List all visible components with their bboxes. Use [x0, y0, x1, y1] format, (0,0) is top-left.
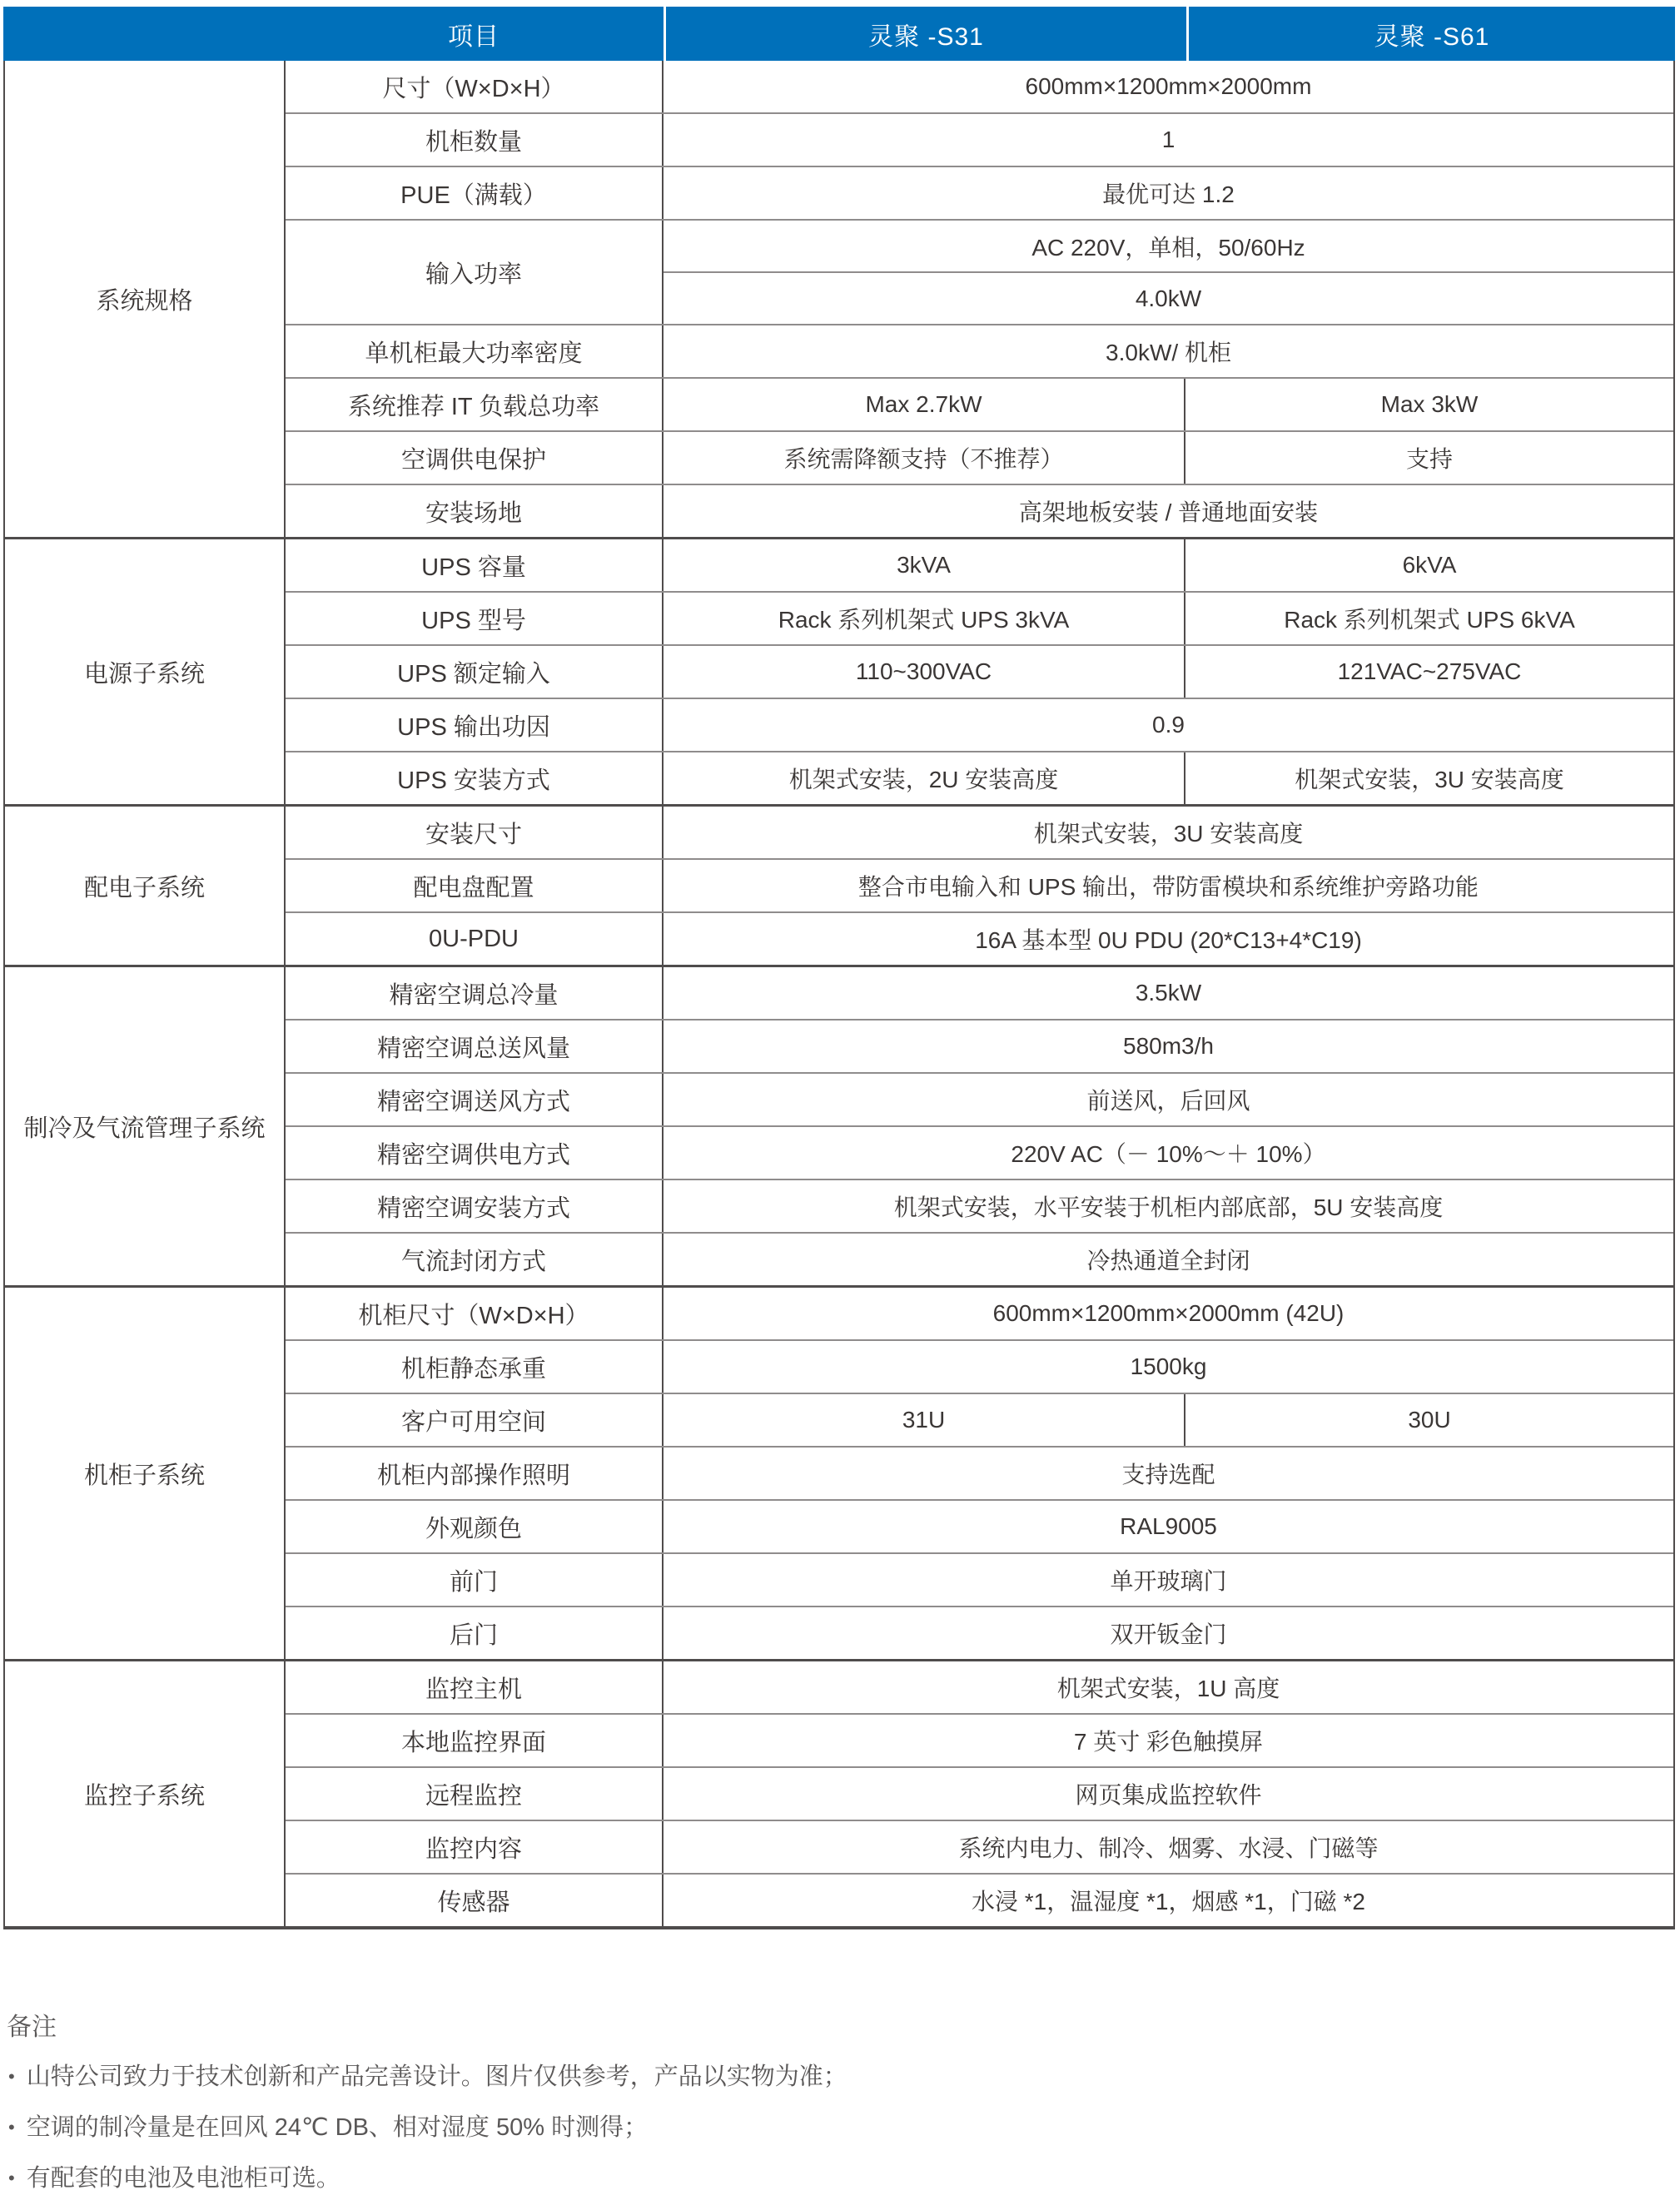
row-label: UPS 输出功因	[286, 699, 664, 751]
row-value: 机架式安装，水平安装于机柜内部底部，5U 安装高度	[893, 1194, 1444, 1220]
section-rows	[286, 967, 1673, 1285]
row-label: 系统推荐 IT 负载总功率	[286, 379, 664, 430]
row-value: 220V AC（－ 10%～＋ 10%）	[1011, 1141, 1326, 1167]
row-value-bottom: 4.0kW	[664, 271, 1673, 324]
row-value: 0.9	[1152, 712, 1185, 737]
row-label: 精密空调安装方式	[286, 1180, 664, 1232]
row-value: 系统内电力、制冷、烟雾、水浸、门磁等	[958, 1835, 1379, 1861]
section-rows	[286, 61, 1673, 537]
header-cell-item: 项目	[448, 22, 500, 51]
category-cell: 监控子系统	[5, 1661, 286, 1926]
table-row	[286, 1499, 1673, 1552]
spec-sheet	[3, 7, 1675, 2195]
category-cell: 配电子系统	[5, 807, 286, 965]
row-label: 监控内容	[286, 1821, 664, 1873]
table-row	[286, 1446, 1673, 1499]
row-value-s61: 支持	[1184, 432, 1673, 484]
category-cell: 机柜子系统	[5, 1288, 286, 1659]
bullet-icon: •	[8, 2066, 15, 2087]
row-value: 单开玻璃门	[1110, 1568, 1227, 1594]
header-cell-s31: 灵聚 -S31	[868, 22, 984, 51]
row-label: 机柜静态承重	[286, 1341, 664, 1393]
row-label: 尺寸（W×D×H）	[286, 61, 664, 112]
row-value-s61: 30U	[1184, 1394, 1673, 1446]
row-value: 机架式安装，1U 高度	[1056, 1676, 1280, 1701]
table-row	[286, 377, 1673, 430]
row-label: 机柜数量	[286, 114, 664, 166]
row-label: UPS 型号	[286, 593, 664, 644]
section-system-spec	[5, 61, 1673, 537]
table-row	[286, 1820, 1673, 1873]
table-row	[286, 1606, 1673, 1659]
row-value-s31: 系统需降额支持（不推荐）	[783, 446, 1064, 472]
row-value-s31: 3kVA	[897, 552, 951, 578]
row-label: 后门	[286, 1607, 664, 1659]
row-label: UPS 容量	[286, 539, 664, 591]
note-item	[7, 2162, 1675, 2195]
table-row	[286, 1552, 1673, 1606]
section-rows	[286, 807, 1673, 965]
row-value-s61: Rack 系列机架式 UPS 6kVA	[1184, 593, 1673, 644]
row-label: 监控主机	[286, 1661, 664, 1713]
row-value-s31: 机架式安装，2U 安装高度	[788, 767, 1059, 792]
row-label: 气流封闭方式	[286, 1234, 664, 1285]
bullet-icon: •	[8, 2168, 15, 2188]
section-rows	[286, 1661, 1673, 1926]
row-value: 双开钣金门	[1110, 1621, 1227, 1647]
row-value: RAL9005	[1120, 1513, 1217, 1539]
row-label: 输入功率	[286, 221, 664, 324]
row-label: 本地监控界面	[286, 1715, 664, 1766]
notes-block	[7, 2006, 1675, 2195]
row-value: 网页集成监控软件	[1075, 1782, 1262, 1808]
row-value-s31: 110~300VAC	[855, 658, 992, 684]
note-text: 有配套的电池及电池柜可选。	[26, 2165, 340, 2192]
table-row	[286, 807, 1673, 858]
table-row	[286, 698, 1673, 751]
row-value: 3.5kW	[1135, 980, 1202, 1006]
table-row	[286, 324, 1673, 377]
section-rows	[286, 539, 1673, 804]
row-value: 冷热通道全封闭	[1086, 1248, 1250, 1274]
category-cell: 电源子系统	[5, 539, 286, 804]
table-row	[286, 1661, 1673, 1713]
table-row	[286, 1072, 1673, 1125]
table-row	[286, 1873, 1673, 1926]
table-row	[286, 112, 1673, 166]
row-label: 精密空调送风方式	[286, 1074, 664, 1125]
row-label: 远程监控	[286, 1768, 664, 1820]
row-label: 机柜内部操作照明	[286, 1448, 664, 1499]
row-value: 580m3/h	[1123, 1033, 1214, 1059]
table-row	[286, 166, 1673, 219]
row-value: 水浸 *1，温湿度 *1，烟感 *1，门磁 *2	[972, 1889, 1365, 1914]
row-value-s61: 121VAC~275VAC	[1184, 646, 1673, 698]
row-label: 精密空调供电方式	[286, 1127, 664, 1179]
bullet-icon: •	[8, 2117, 15, 2138]
row-label: 精密空调总冷量	[286, 967, 664, 1019]
table-row	[286, 430, 1673, 484]
header-spacer	[3, 7, 284, 61]
row-value-s61: 机架式安装，3U 安装高度	[1184, 752, 1673, 804]
table-row	[286, 484, 1673, 537]
section-cabinet	[5, 1285, 1673, 1659]
category-cell: 系统规格	[5, 61, 286, 537]
table-row	[286, 61, 1673, 112]
row-label: PUE（满载）	[286, 167, 664, 219]
table-row	[286, 1713, 1673, 1766]
table-row	[286, 751, 1673, 804]
row-value: 600mm×1200mm×2000mm	[1025, 73, 1312, 99]
table-row	[286, 219, 1673, 324]
row-label: UPS 安装方式	[286, 752, 664, 804]
row-value: 7 英寸 彩色触摸屏	[1073, 1729, 1264, 1755]
table-row	[286, 1125, 1673, 1179]
row-value: 支持选配	[1121, 1462, 1215, 1487]
table-row	[286, 591, 1673, 644]
row-label: 0U-PDU	[286, 913, 664, 965]
row-value: 机架式安装，3U 安装高度	[1033, 821, 1304, 847]
row-value-s31: Rack 系列机架式 UPS 3kVA	[778, 607, 1070, 633]
note-text: 山特公司致力于技术创新和产品完善设计。图片仅供参考，产品以实物为准；	[26, 2063, 847, 2090]
row-value: 1	[1161, 127, 1176, 152]
row-value: 高架地板安装 / 普通地面安装	[1018, 499, 1319, 525]
row-value: 整合市电输入和 UPS 输出，带防雷模块和系统维护旁路功能	[857, 874, 1479, 900]
row-label: 安装场地	[286, 485, 664, 537]
row-value-s61: Max 3kW	[1184, 379, 1673, 430]
table-row	[286, 1179, 1673, 1232]
row-value: 1500kg	[1130, 1353, 1207, 1379]
row-label: UPS 额定输入	[286, 646, 664, 698]
row-label: 配电盘配置	[286, 860, 664, 911]
row-label: 机柜尺寸（W×D×H）	[286, 1288, 664, 1339]
row-label: 传感器	[286, 1875, 664, 1926]
row-value-s61: 6kVA	[1184, 539, 1673, 591]
section-rows	[286, 1288, 1673, 1659]
table-row	[286, 539, 1673, 591]
row-label: 客户可用空间	[286, 1394, 664, 1446]
table-row	[286, 1019, 1673, 1072]
row-label: 空调供电保护	[286, 432, 664, 484]
table-row	[286, 911, 1673, 965]
row-value: 600mm×1200mm×2000mm (42U)	[992, 1300, 1344, 1326]
row-value: 最优可达 1.2	[1102, 181, 1235, 207]
row-value: 16A 基本型 0U PDU (20*C13+4*C19)	[975, 927, 1362, 953]
table-row	[286, 858, 1673, 911]
notes-title: 备注	[7, 2014, 57, 2041]
header-cell-s61: 灵聚 -S61	[1374, 22, 1490, 51]
note-item	[7, 2111, 1675, 2144]
row-label: 外观颜色	[286, 1501, 664, 1552]
row-label: 安装尺寸	[286, 807, 664, 858]
section-power	[5, 537, 1673, 804]
table-row	[286, 1766, 1673, 1820]
table-row	[286, 967, 1673, 1019]
row-value-s31: Max 2.7kW	[865, 391, 982, 417]
section-monitoring	[5, 1659, 1673, 1926]
section-cooling	[5, 965, 1673, 1285]
table-row	[286, 1232, 1673, 1285]
row-value: 前送风，后回风	[1086, 1088, 1250, 1114]
row-label: 精密空调总送风量	[286, 1021, 664, 1072]
table-row	[286, 1339, 1673, 1393]
row-label: 单机柜最大功率密度	[286, 325, 664, 377]
table-row	[286, 1393, 1673, 1446]
table-row	[286, 1288, 1673, 1339]
row-label: 前门	[286, 1554, 664, 1606]
section-distribution	[5, 804, 1673, 965]
row-value-top: AC 220V，单相，50/60Hz	[1031, 234, 1305, 261]
note-text: 空调的制冷量是在回风 24℃ DB、相对湿度 50% 时测得；	[26, 2114, 649, 2141]
note-item	[7, 2060, 1675, 2093]
row-value-s31: 31U	[902, 1407, 946, 1433]
table-header	[3, 7, 1675, 61]
category-cell: 制冷及气流管理子系统	[5, 967, 286, 1285]
table-body	[3, 61, 1675, 1929]
row-value: 3.0kW/ 机柜	[1106, 340, 1231, 365]
table-row	[286, 644, 1673, 698]
